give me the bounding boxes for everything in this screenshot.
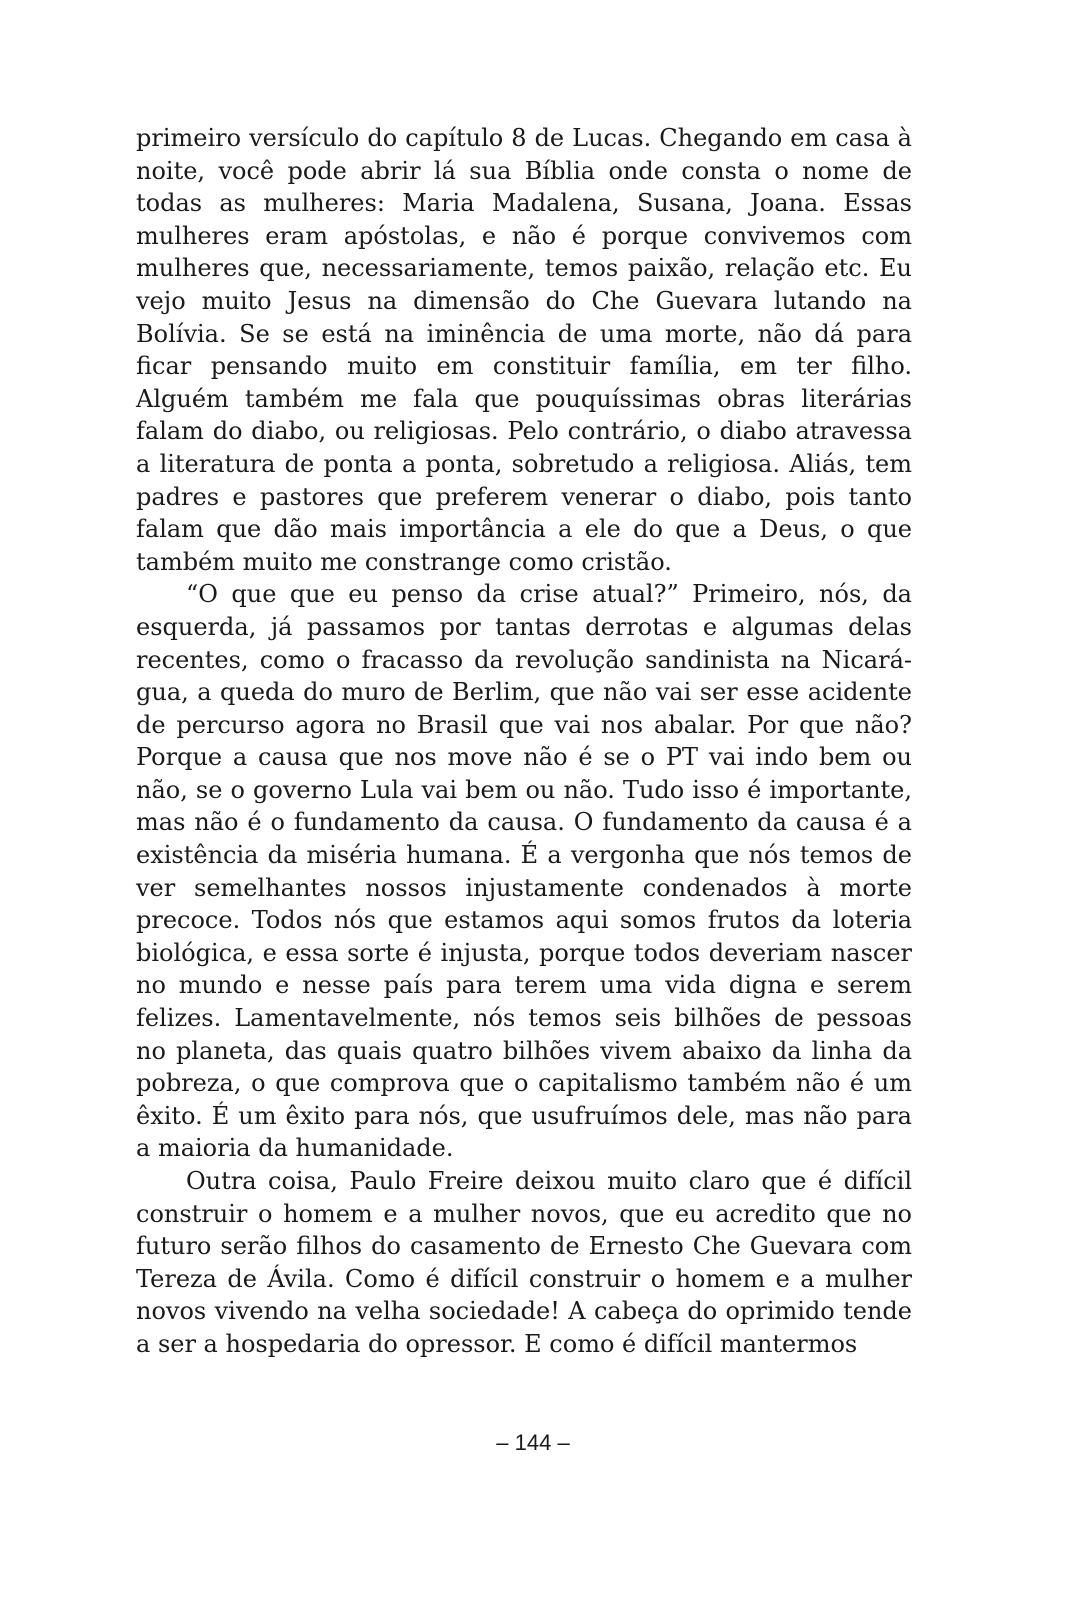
body-text	[136, 122, 912, 1361]
paragraph-2: “O que que eu penso da crise atual?” Primeiro, nós, da esquerda, já passamos por tantas derrotas e algumas delas recentes, como o fracasso da revolução sandinista na Nicarágua, a queda do muro de Berlim, que não vai ser esse acidente de percurso agora no Brasil que vai nos abalar. Por que não? Porque a causa que nos move não é se o PT vai indo bem ou não, se o governo Lula vai bem ou não. Tudo isso é importante, mas não é o fundamento da causa. O fundamento da causa é a existência da miséria humana. É a vergonha que nós temos de ver semelhantes nossos injustamente condenados à morte precoce. Todos nós que estamos aqui somos frutos da loteria biológica, e essa sorte é injusta, porque todos deveriam nascer no mundo e nesse país para terem uma vida digna e serem felizes. Lamentavelmente, nós temos seis bilhões de pessoas no planeta, das quais quatro bilhões vivem abaixo da linha da pobreza, o que comprova que o capitalismo também não é um êxito. É um êxito para nós, que usufruímos dele, mas não para a maioria da humanidade.	[136, 580, 912, 1163]
page-number: – 144 –	[496, 1430, 570, 1455]
paragraph-1: primeiro versículo do capítulo 8 de Lucas. Chegando em casa à noite, você pode abrir lá sua Bíblia onde consta o nome de todas as mulheres: Maria Madalena, Susana, Joana. Essas mulheres eram apóstolas, e não é porque convivemos com mulheres que, necessariamente, temos paixão, relação etc. Eu vejo muito Jesus na dimensão do Che Guevara lutando na Bolívia. Se se está na iminência de uma morte, não dá para ficar pensando muito em constituir família, em ter filho. Alguém também me fala que pouquíssimas obras literárias falam do diabo, ou religiosas. Pelo contrário, o diabo atravessa a literatura de ponta a ponta, sobretudo a religiosa. Aliás, tem padres e pastores que preferem venerar o diabo, pois tanto falam que dão mais importância a ele do que a Deus, o que também muito me constrange como cristão.	[136, 124, 912, 576]
paragraph-3: Outra coisa, Paulo Freire deixou muito claro que é difícil construir o homem e a mulher novos, que eu acredito que no futuro serão filhos do casamento de Ernesto Che Guevara com Tereza de Ávila. Como é difícil construir o homem e a mulher novos vivendo na velha sociedade! A cabeça do oprimido tende a ser a hospedaria do opressor. E como é difícil mantermos	[136, 1167, 912, 1358]
